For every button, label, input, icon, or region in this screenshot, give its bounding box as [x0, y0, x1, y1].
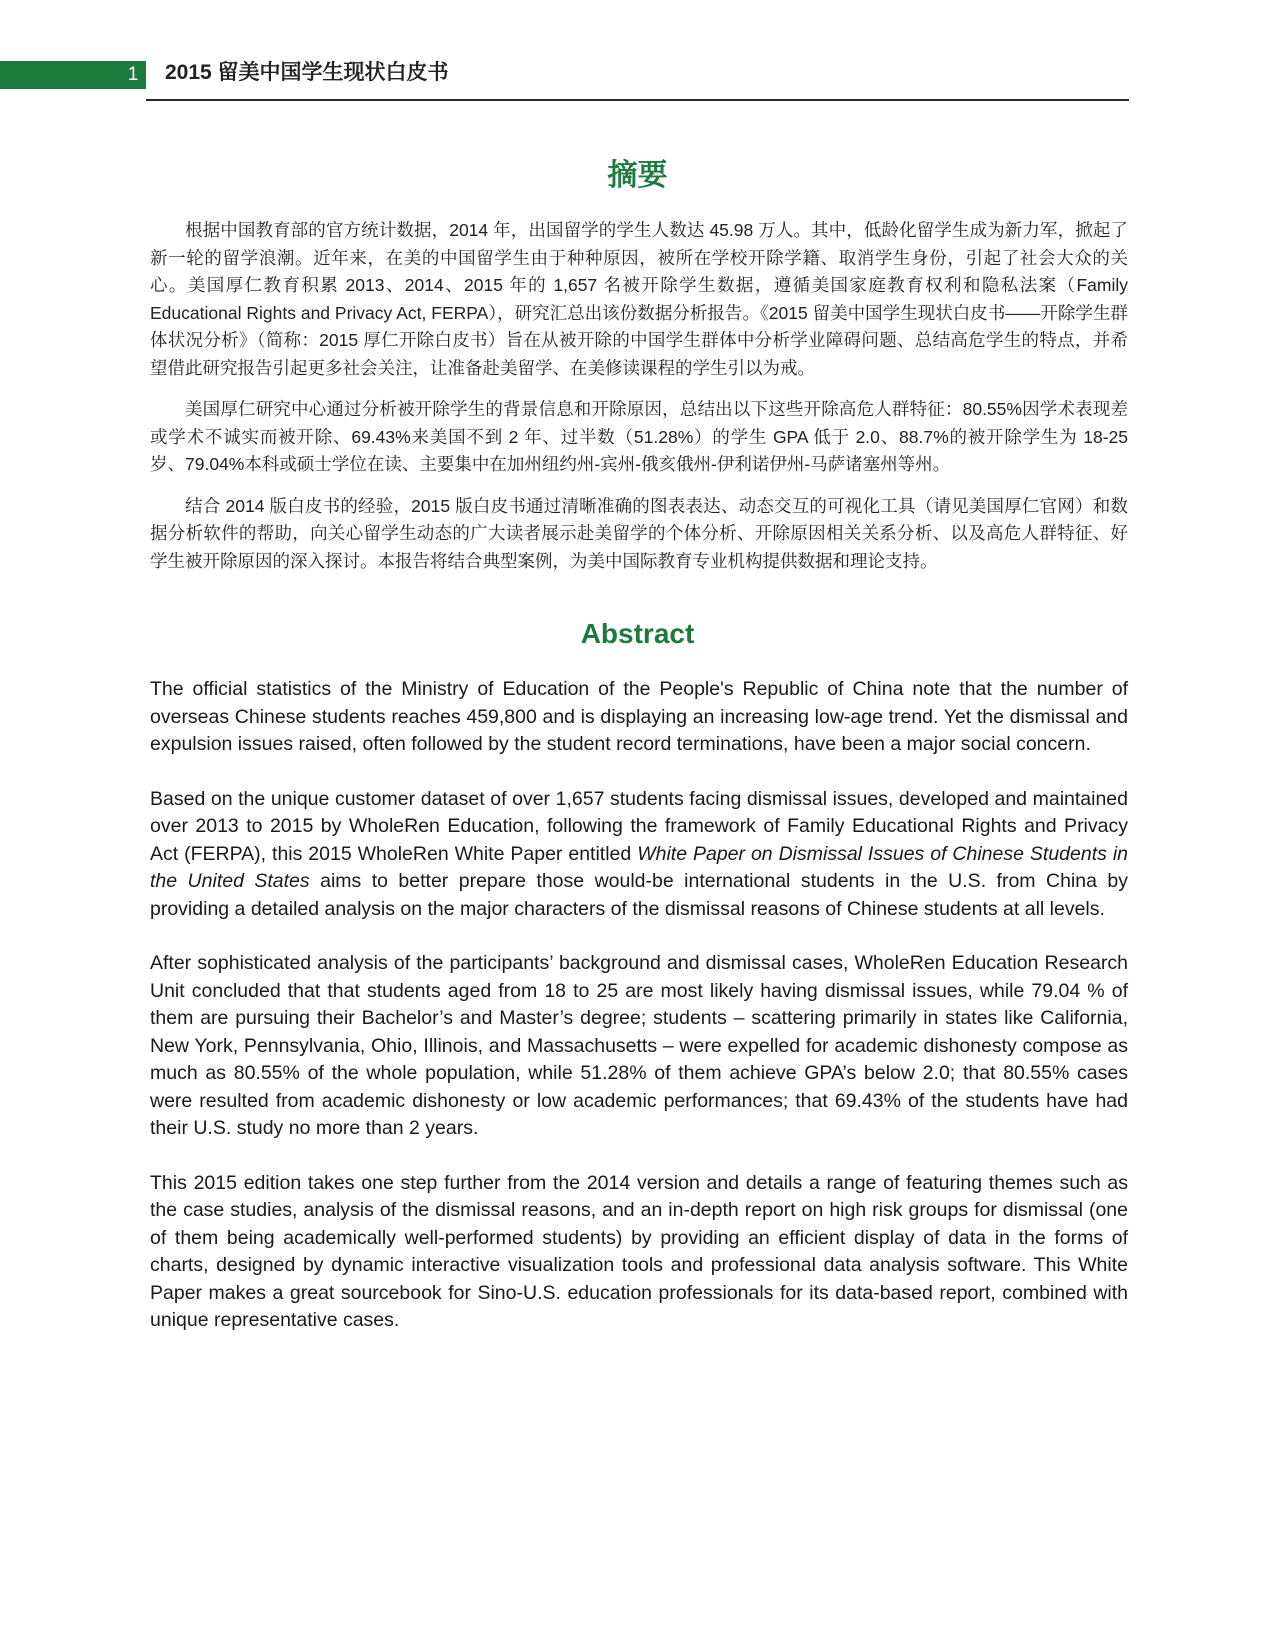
chinese-abstract-body [150, 217, 1128, 589]
english-paragraph-2-tail: aims to better prepare those would-be international students in the U.S. from China by providing a detailed analysis on the major characters of the dismissal reasons of Chinese students at all levels. [150, 870, 1128, 920]
chinese-paragraph-3: 结合 2014 版白皮书的经验，2015 版白皮书通过清晰准确的图表表达、动态交互的可视化工具（请见美国厚仁官网）和数据分析软件的帮助，向关心留学生动态的广大读者展示赴美留学的个体分析、开除原因相关关系分析、以及高危人群特征、好学生被开除原因的深入探讨。本报告将结合典型案例，为美中国际教育专业机构提供数据和理论支持。 [150, 495, 1128, 571]
header-divider [146, 99, 1129, 101]
english-paragraph-3: After sophisticated analysis of the participants’ background and dismissal cases, WholeRen Education Research Unit concluded that that students aged from 18 to 25 are most likely having dismissal issues, while 79.04 % of them are pursuing their Bachelor’s and Master’s degree; students – scattering primarily in states like California, New York, Pennsylvania, Ohio, Illinois, and Massachusetts – were expelled for academic dishonesty compose as much as 80.55% of the whole population, while 51.28% of them achieve GPA’s below 2.0; that 80.55% cases were resulted from academic dishonesty or low academic performances; that 69.43% of the students have had their U.S. study no more than 2 years. [150, 952, 1128, 1139]
chinese-paragraph-2: 美国厚仁研究中心通过分析被开除学生的背景信息和开除原因，总结出以下这些开除高危人群特征：80.55%因学术表现差或学术不诚实而被开除、69.43%来美国不到 2 年、过半数（51.28%）的学生 GPA 低于 2.0、88.7%的被开除学生为 18-25 岁、79.04%本科或硕士学位在读、主要集中在加州纽约州-宾州-俄亥俄州-伊利诺伊州-马萨诸塞州等州。 [150, 399, 1128, 474]
running-title: 2015 留美中国学生现状白皮书 [165, 61, 449, 84]
english-paragraph-2 [150, 786, 1128, 924]
page-number: 1 [127, 64, 139, 85]
chinese-paragraph-1: 根据中国教育部的官方统计数据，2014 年，出国留学的学生人数达 45.98 万人。其中，低龄化留学生成为新力军，掀起了新一轮的留学浪潮。近年来，在美的中国留学生由于种种原因，被所在学校开除学籍、取消学生身份，引起了社会大众的关心。美国厚仁教育积累 2013、2014、2015 年的 1,657 名被开除学生数据，遵循美国家庭教育权利和隐私法案（Family Educational Rights and Privacy Act, FERPA），研究汇总出该份数据分析报告。《2015 留美中国学生现状白皮书——开除学生群体状况分析》（简称：2015 厚仁开除白皮书）旨在从被开除的中国学生群体中分析学业障碍问题、总结高危学生的特点，并希望借此研究报告引起更多社会关注，让准备赴美留学、在美修读课程的学生引以为戒。 [150, 220, 1128, 378]
english-abstract-title: Abstract [580, 618, 695, 649]
white-paper-title-italic: White Paper on Dismissal Issues of Chinese Students in the United States [150, 842, 1128, 892]
english-paragraph-2-lead: Based on the unique customer dataset of over 1,657 students facing dismissal issues, developed and maintained over 2013 to 2015 by WholeRen Education, following the framework of Family Educational Rights and Privacy Act (FERPA), this 2015 WholeRen White Paper entitled [150, 787, 1128, 865]
chinese-abstract-title: 摘要 [607, 159, 668, 192]
english-abstract-body [150, 676, 1128, 1362]
english-paragraph-4: This 2015 edition takes one step further from the 2014 version and details a range of featuring themes such as the case studies, analysis of the dismissal reasons, and an in-depth report on high risk groups for dismissal (one of them being academically well-performed students) by providing an efficient display of data in the forms of charts, designed by dynamic interactive visualization tools and professional data analysis software. This White Paper makes a great sourcebook for Sino-U.S. education professionals for its data-based report, combined with unique representative cases. [150, 1171, 1128, 1331]
english-paragraph-1: The official statistics of the Ministry of Education of the People's Republic of China note that the number of overseas Chinese students reaches 459,800 and is displaying an increasing low-age trend. Yet the dismissal and expulsion issues raised, often followed by the student record terminations, have been a major social concern. [150, 678, 1128, 755]
